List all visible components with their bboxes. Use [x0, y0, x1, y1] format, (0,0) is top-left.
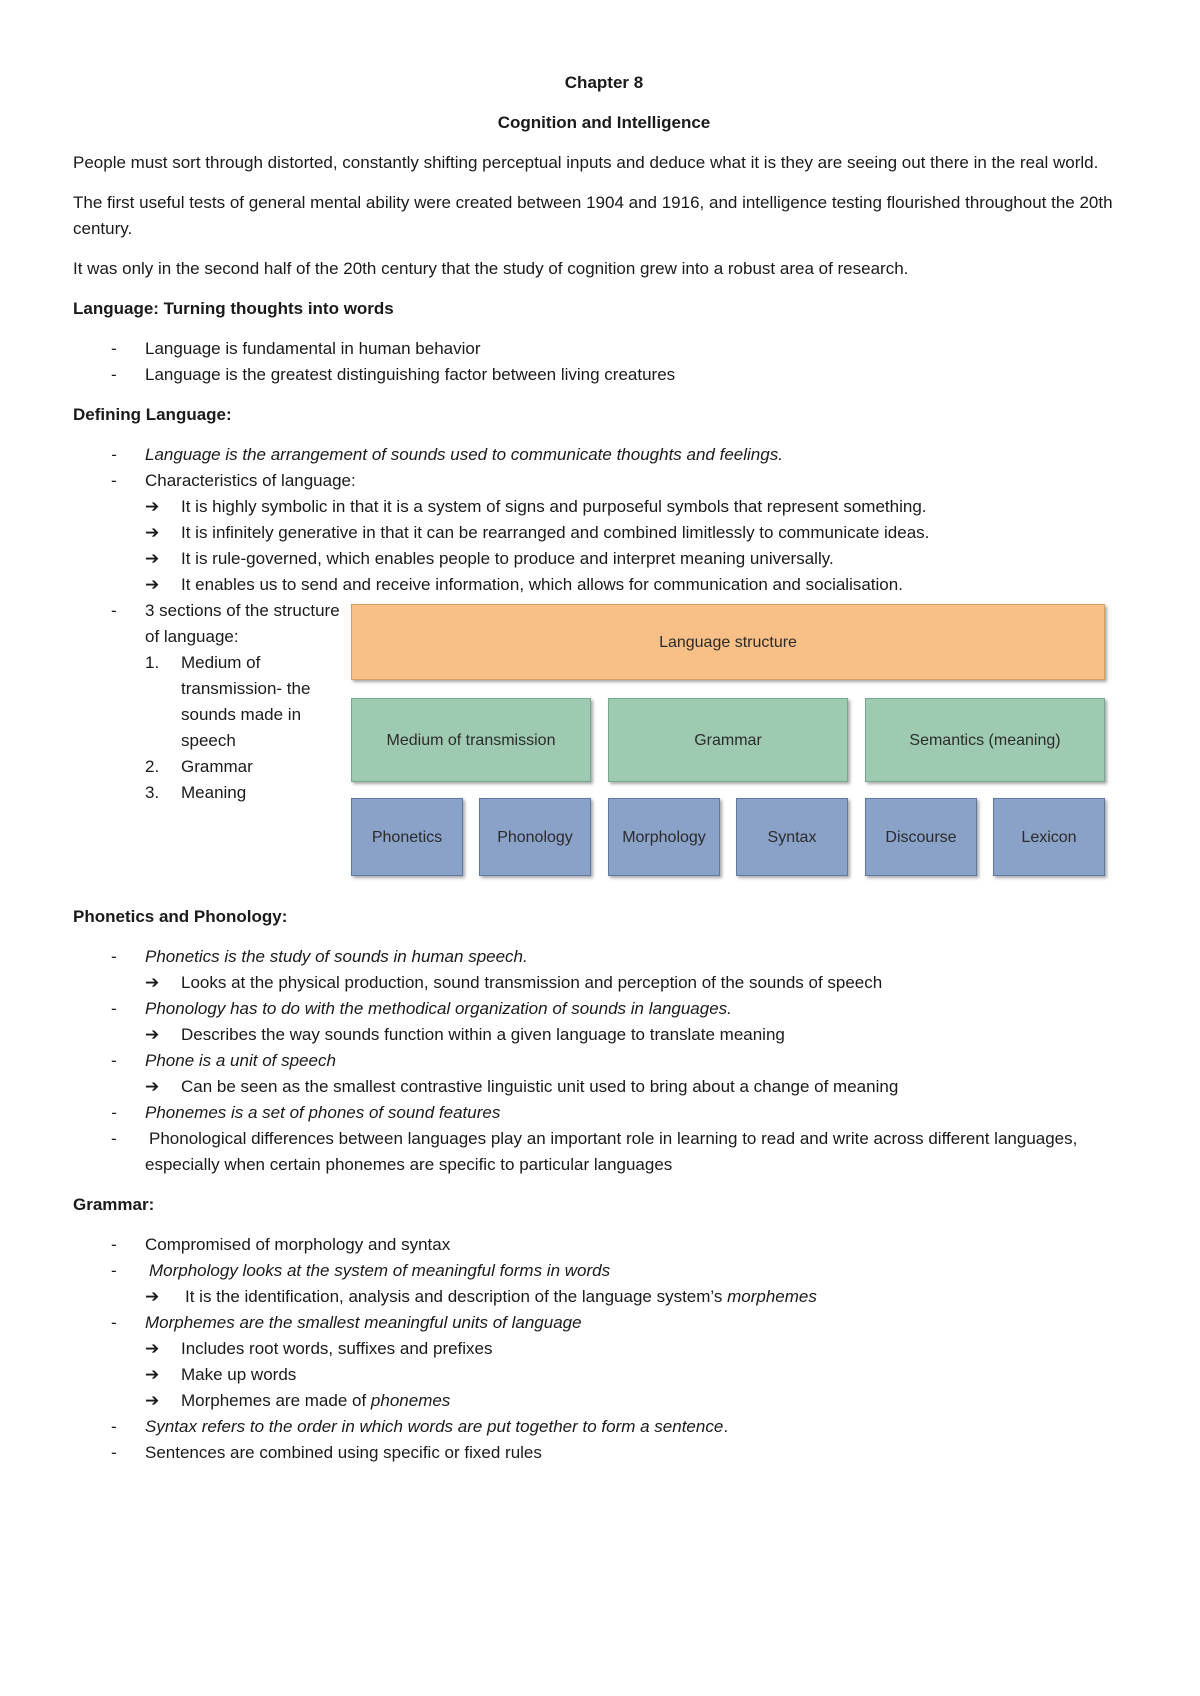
section-heading-grammar: Grammar: [73, 1195, 155, 1214]
list-item: - Morphemes are the smallest meaningful units of language ➔ Includes root words, suffixes and prefixes ➔ Make up words ➔ Morphemes are made of phonemes [73, 1310, 1135, 1414]
structure-sections-item [73, 598, 1135, 874]
diagram-box-discourse: Discourse [865, 798, 977, 876]
list-item: - Phonology has to do with the methodical organization of sounds in languages. ➔ Describes the way sounds function within a given language to translate meaning [73, 996, 1135, 1048]
list-item: - Phonemes is a set of phones of sound features [73, 1100, 1135, 1126]
list-item: - Language is fundamental in human behavior [73, 336, 1135, 362]
diagram-box-phonetics: Phonetics [351, 798, 463, 876]
characteristics-list [145, 494, 1135, 598]
arrow-icon: ➔ [145, 1077, 160, 1096]
arrow-icon: ➔ [145, 1025, 160, 1044]
structure-section-item: 2. Grammar [145, 757, 253, 776]
section-heading-phonetics: Phonetics and Phonology: [73, 907, 288, 926]
diagram-box-grammar: Grammar [608, 698, 848, 782]
sub-item: ➔ It is the identification, analysis and description of the language system’s morphemes [145, 1284, 1135, 1310]
structure-section-item: 1. Medium of transmission- the sounds made in speech [145, 653, 311, 750]
definition-item: - Language is the arrangement of sounds used to communicate thoughts and feelings. [73, 442, 1135, 468]
arrow-icon: ➔ [145, 497, 160, 516]
list-item: - Phonetics is the study of sounds in human speech. ➔ Looks at the physical production, sound transmission and perception of the sounds of speech [73, 944, 1135, 996]
arrow-icon: ➔ [145, 1391, 160, 1410]
diagram-box-lexicon: Lexicon [993, 798, 1105, 876]
diagram-box-morphology: Morphology [608, 798, 720, 876]
sub-item: ➔ Looks at the physical production, sound transmission and perception of the sounds of speech [145, 970, 1135, 996]
document-body [73, 70, 1135, 1480]
section-heading-language: Language: Turning thoughts into words [73, 299, 394, 318]
structure-sections-list [145, 650, 345, 806]
defining-list [73, 442, 1135, 874]
diagram-box-semantics: Semantics (meaning) [865, 698, 1105, 782]
list-item: - Syntax refers to the order in which words are put together to form a sentence. [73, 1414, 1135, 1440]
list-item: - Phone is a unit of speech ➔ Can be seen as the smallest contrastive linguistic unit used to bring about a change of meaning [73, 1048, 1135, 1100]
language-list [73, 336, 1135, 388]
language-structure-diagram [351, 604, 1105, 874]
chapter-heading: Chapter 8 [564, 73, 644, 92]
sub-item: ➔ Describes the way sounds function within a given language to translate meaning [145, 1022, 1135, 1048]
grammar-list [73, 1232, 1135, 1466]
arrow-icon: ➔ [145, 1365, 160, 1384]
sub-item: ➔ Morphemes are made of phonemes [145, 1388, 1135, 1414]
sub-item: ➔ Make up words [145, 1362, 1135, 1388]
section-heading-defining-language: Defining Language: [73, 405, 232, 424]
intro-paragraph: The first useful tests of general mental ability were created between 1904 and 1916, and intelligence testing flourished throughout the 20th century. [73, 193, 1113, 238]
characteristics-label: Characteristics of language: [145, 471, 356, 490]
structure-sections-text [145, 598, 345, 874]
structure-section-item: 3. Meaning [145, 783, 247, 802]
page-title: Cognition and Intelligence [497, 113, 711, 132]
structure-sections-label: 3 sections of the structure of language: [145, 601, 340, 646]
characteristic-item: ➔ It is rule-governed, which enables people to produce and interpret meaning universally. [145, 546, 1135, 572]
diagram-box-medium: Medium of transmission [351, 698, 591, 782]
arrow-icon: ➔ [145, 523, 160, 542]
characteristic-item: ➔ It enables us to send and receive information, which allows for communication and socialisation. [145, 572, 1135, 598]
characteristics-item [73, 468, 1135, 598]
arrow-icon: ➔ [145, 1287, 160, 1306]
list-item: - Morphology looks at the system of meaningful forms in words ➔ It is the identification, analysis and description of the language system’s morphemes [73, 1258, 1135, 1310]
arrow-icon: ➔ [145, 549, 160, 568]
arrow-icon: ➔ [145, 1339, 160, 1358]
arrow-icon: ➔ [145, 575, 160, 594]
list-item: - Language is the greatest distinguishing factor between living creatures [73, 362, 1135, 388]
characteristic-item: ➔ It is highly symbolic in that it is a system of signs and purposeful symbols that represent something. [145, 494, 1135, 520]
diagram-box-language-structure: Language structure [351, 604, 1105, 680]
arrow-icon: ➔ [145, 973, 160, 992]
list-item: - Phonological differences between languages play an important role in learning to read and write across different languages, especially when certain phonemes are specific to particular languages [73, 1126, 1135, 1178]
intro-paragraph: It was only in the second half of the 20th century that the study of cognition grew into a robust area of research. [73, 259, 909, 278]
sub-item: ➔ Includes root words, suffixes and prefixes [145, 1336, 1135, 1362]
diagram-box-phonology: Phonology [479, 798, 591, 876]
phonetics-list [73, 944, 1135, 1178]
list-item: - Sentences are combined using specific or fixed rules [73, 1440, 1135, 1466]
characteristic-item: ➔ It is infinitely generative in that it can be rearranged and combined limitlessly to communicate ideas. [145, 520, 1135, 546]
sub-item: ➔ Can be seen as the smallest contrastive linguistic unit used to bring about a change of meaning [145, 1074, 1135, 1100]
list-item: - Compromised of morphology and syntax [73, 1232, 1135, 1258]
intro-paragraph: People must sort through distorted, constantly shifting perceptual inputs and deduce what it is they are seeing out there in the real world. [73, 153, 1099, 172]
diagram-box-syntax: Syntax [736, 798, 848, 876]
